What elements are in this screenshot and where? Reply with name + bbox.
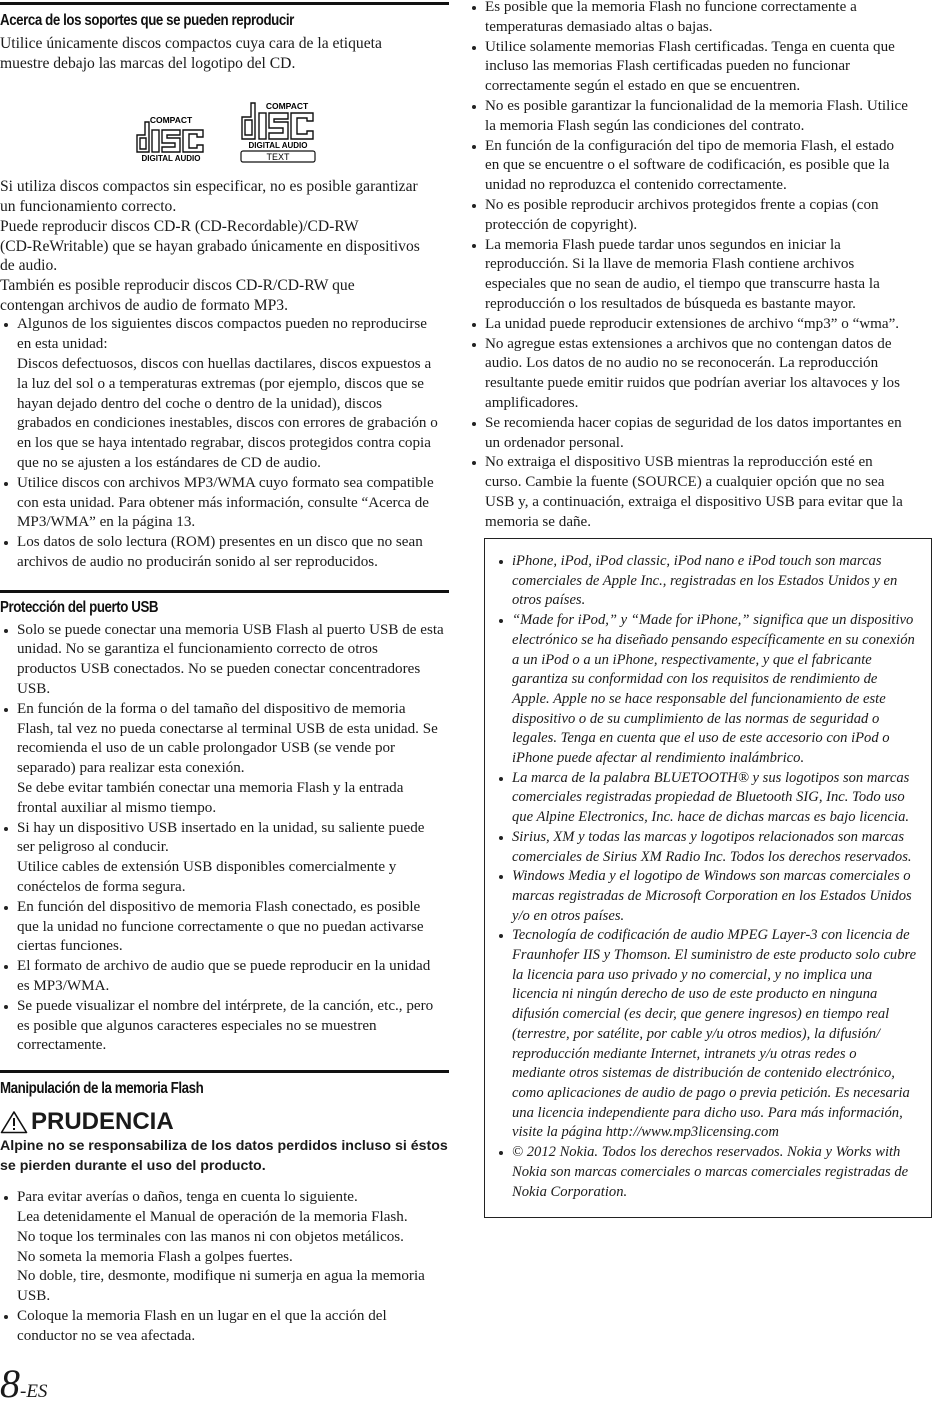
text-line: que no se ajusten a los estándares de CD de audio.	[17, 454, 321, 471]
text-line: Se recomienda hacer copias de seguridad de los datos importantes en	[485, 414, 902, 431]
text-line: que Alpine Electronics, Inc. hace de dichas marcas es bajo licencia.	[512, 809, 910, 826]
list-item	[468, 453, 932, 532]
text-line: El formato de archivo de audio que se puede reproducir en la unidad	[17, 958, 431, 975]
text-line: Si hay un dispositivo USB insertado en la unidad, su saliente puede	[17, 819, 425, 836]
text-line: en esta unidad:	[17, 336, 108, 353]
flash-notes-bullet-list	[468, 0, 932, 533]
text-line: reproducción o los resultados de búsqueda es bastante mayor.	[485, 295, 856, 312]
section-title-supported-media: Acerca de los soportes que se pueden reproducir	[0, 12, 294, 29]
text-line: Se debe evitar también conectar una memoria Flash y la entrada	[17, 780, 404, 797]
text-line: USB.	[17, 1288, 51, 1305]
text-line: Sirius, XM y todas las marcas y logotipos relacionados son marcas	[512, 828, 904, 845]
text-line: MP3/WMA” en la página 13.	[17, 514, 196, 531]
text-line: la licencia para uso privado y no comercial, y no implica una	[512, 966, 873, 983]
text-line: USB y, a continuación, extraiga el dispositivo USB para evitar que la	[485, 493, 903, 510]
text-line: No toque los terminales con las manos ni con objetos metálicos.	[17, 1228, 404, 1245]
text-line: Los datos de solo lectura (ROM) presentes en un disco que no sean	[17, 534, 423, 551]
list-item	[0, 533, 449, 573]
text-line: ciertas funciones.	[17, 938, 123, 955]
compact-disc-digital-audio-text-logo	[239, 101, 317, 163]
text-line: amplificadores.	[485, 394, 579, 411]
text-line: curso. Cambie la fuente (SOURCE) a cualquier opción que no sea	[485, 474, 885, 491]
list-item	[0, 957, 449, 997]
text-line: productos USB conectados. No se pueden conectar concentradores	[17, 661, 421, 678]
text-line: que la unidad no funcione correctamente o que no puedan activarse	[17, 918, 424, 935]
list-item	[468, 196, 932, 236]
text-line: Utilice cables de extensión USB disponibles comercialmente y	[17, 859, 397, 876]
text-line: incluso las memorias Flash certificadas pueden no funcionar	[485, 58, 851, 75]
text-line: es posible que algunos caracteres especiales no se muestren	[17, 1017, 377, 1034]
trademark-item	[495, 828, 925, 867]
list-item	[0, 898, 449, 957]
text-line: En función de la forma o del tamaño del dispositivo de memoria	[17, 700, 406, 717]
text-line: Nokia son marcas comerciales o marcas comerciales registradas de	[512, 1163, 909, 1180]
text-line: temperaturas demasiado altas o bajas.	[485, 18, 713, 35]
text-line: La unidad puede reproducir extensiones de archivo “mp3” o “wma”.	[485, 315, 900, 332]
text-line: iPhone puede afectar al rendimiento inalámbrico.	[512, 750, 805, 767]
text-line: conductor no se vea afectada.	[17, 1327, 196, 1344]
text-line: un ordenador personal.	[485, 434, 624, 451]
text-line: electrónico se ha diseñado pensando específicamente en su conexión	[512, 631, 915, 648]
text-line: conéctelos de forma segura.	[17, 879, 186, 896]
text-line: la luz del sol o a temperaturas extremas (por ejemplo, discos que se	[17, 375, 424, 392]
caution-text: Alpine no se responsabiliza de los datos perdidos incluso si éstos se pierden durante el uso del producto.	[0, 1138, 448, 1175]
text-line: reproducción mediante Internet, intranets y/u otras redes o	[512, 1045, 857, 1062]
text-line: archivos de audio no producirán sonido al ser reproducidos.	[17, 553, 378, 570]
text-line: comerciales registradas propiedad de Bluetooth SIG, Inc. Todo uso	[512, 789, 905, 806]
left-column	[0, 0, 449, 1347]
list-item	[0, 621, 449, 700]
caution-heading	[0, 1108, 449, 1136]
text-line: En función del dispositivo de memoria Flash conectado, es posible	[17, 898, 421, 915]
text-line: legales. Tenga en cuenta que el uso de este accesorio con iPod o	[512, 730, 890, 747]
text-line: garantiza su conformidad con los requisitos de rendimiento de	[512, 671, 878, 688]
trademarks-box	[484, 538, 932, 1218]
text-line: Para evitar averías o daños, tenga en cuenta lo siguiente.	[17, 1189, 358, 1206]
text-line: mediante otros sistemas de distribución de contenido electrónico,	[512, 1065, 895, 1082]
text-line: Utilice solamente memorias Flash certificadas. Tenga en cuenta que	[485, 38, 895, 55]
list-item	[468, 0, 932, 38]
text-line: La marca de la palabra BLUETOOTH® y sus logotipos son marcas	[512, 769, 910, 786]
cd-logos	[0, 95, 449, 163]
text-line: ser peligroso al conducir.	[17, 839, 169, 856]
text-line: Es posible que la memoria Flash no funcione correctamente a	[485, 0, 857, 15]
media-bullet-list	[0, 315, 449, 572]
section-title-flash-handling: Manipulación de la memoria Flash	[0, 1080, 204, 1098]
text-line: Se puede visualizar el nombre del intérprete, de la canción, etc., pero	[17, 997, 434, 1014]
text-line: Utilice discos con archivos MP3/WMA cuyo formato sea compatible	[17, 474, 434, 491]
text-line: licencia ni ningún derecho de uso de este producto en ninguna	[512, 986, 878, 1003]
text-line: No agregue estas extensiones a archivos que no contengan datos de	[485, 335, 892, 352]
compact-disc-digital-audio-logo	[133, 113, 209, 163]
text-line: comerciales de Apple Inc., registradas en los Estados Unidos y en	[512, 572, 898, 589]
text-line: especiales que no sean de audio, el tiempo que transcurre hasta la	[485, 276, 880, 293]
list-item	[0, 1307, 449, 1347]
text-line: Flash, tal vez no pueda conectarse al terminal USB de esta unidad. Se	[17, 720, 438, 737]
text-line: Tecnología de codificación de audio MPEG Layer-3 con licencia de	[512, 927, 910, 944]
text-line: resultante puede emitir ruidos que podrían averiar los altavoces y los	[485, 375, 900, 392]
trademark-item	[495, 1143, 925, 1202]
text-line: grabados en condiciones inestables, discos con errores de grabación o	[17, 415, 438, 432]
section-divider	[0, 590, 449, 593]
svg-text:COMPACT: COMPACT	[149, 115, 192, 126]
page-number: 8-ES	[0, 1361, 48, 1406]
list-item	[468, 38, 932, 97]
text-line: es MP3/WMA.	[17, 978, 110, 995]
text-line: frontal auxiliar al mismo tiempo.	[17, 799, 217, 816]
text-line: unidad no reproduzca el contenido correctamente.	[485, 177, 787, 194]
list-item	[468, 236, 932, 315]
list-item	[0, 1188, 449, 1307]
text-line: en los que se haya intentado regrabar, discos protegidos contra copia	[17, 435, 431, 452]
text-line: En función de la configuración del tipo de memoria Flash, el estado	[485, 137, 895, 154]
text-line: separado) para realizar esta conexión.	[17, 760, 245, 777]
list-item	[0, 474, 449, 533]
text-line: Discos defectuosos, discos con huellas dactilares, discos expuestos a	[17, 355, 432, 372]
list-item	[0, 997, 449, 1056]
flash-handling-bullet-list	[0, 1188, 449, 1346]
text-line: reproducción. Si la llave de memoria Flash contiene archivos	[485, 256, 855, 273]
intro-paragraph: Utilice únicamente discos compactos cuya cara de la etiqueta muestre debajo las marcas del logotipo del CD.	[0, 35, 382, 72]
svg-text:TEXT: TEXT	[265, 152, 290, 163]
list-item	[468, 414, 932, 454]
paragraph: Si utiliza discos compactos sin especificar, no es posible garantizar un funcionamiento correcto.	[0, 178, 418, 216]
list-item	[468, 137, 932, 196]
list-item	[468, 335, 932, 414]
text-line: Fraunhofer IIS y Thomson. El suministro de este producto solo cubre	[512, 947, 917, 964]
usb-bullet-list	[0, 621, 449, 1057]
section-title-usb-protection: Protección del puerto USB	[0, 598, 159, 616]
text-line: Lea detenidamente el Manual de operación de la memoria Flash.	[17, 1209, 408, 1226]
text-line: Windows Media y el logotipo de Windows son marcas comerciales o	[512, 868, 911, 885]
text-line: unidad. No se garantiza el funcionamiento correcto de otros	[17, 641, 378, 658]
text-line: a un iPod o a un iPhone, respectivamente, y que el fabricante	[512, 651, 872, 668]
list-item	[468, 315, 932, 335]
svg-text:DIGITAL AUDIO: DIGITAL AUDIO	[248, 141, 307, 151]
list-item	[0, 700, 449, 819]
text-line: correctamente.	[17, 1037, 107, 1054]
text-line: No extraiga el dispositivo USB mientras la reproducción esté en	[485, 454, 873, 471]
text-line: No doble, tire, desmonte, modifique ni sumerja en agua la memoria	[17, 1268, 425, 1285]
list-item	[468, 97, 932, 137]
text-line: en que se encuentre o el software de codificación, es posible que la	[485, 157, 890, 174]
list-item	[0, 315, 449, 473]
text-line: hayan dejado dentro del coche o dentro de la unidad), discos	[17, 395, 383, 412]
text-line: La memoria Flash puede tardar unos segundos en iniciar la	[485, 236, 841, 253]
list-item	[0, 819, 449, 898]
text-line: recomienda el uso de un cable prolongador USB (se vende por	[17, 740, 396, 757]
text-line: otros países.	[512, 592, 586, 609]
text-line: Apple. Apple no se hace responsable del funcionamiento de este	[512, 690, 886, 707]
text-line: una licencia independiente para dicho uso. Para más información,	[512, 1104, 903, 1121]
trademark-item	[495, 769, 925, 828]
right-column	[484, 0, 932, 533]
media-paragraphs	[0, 177, 449, 315]
text-line: dispositivo o de su cumplimiento de las normas de seguridad o	[512, 710, 880, 727]
caution-label: PRUDENCIA	[31, 1108, 174, 1136]
text-line: USB.	[17, 681, 51, 698]
text-line: No es posible garantizar la funcionalidad de la memoria Flash. Utilice	[485, 97, 908, 114]
text-line: la memoria Flash según las condiciones del contrato.	[485, 117, 805, 134]
text-line: visite la página http://www.mp3licensing.com	[512, 1124, 779, 1141]
text-line: memoria se dañe.	[485, 513, 592, 530]
text-line: y/o en otros países.	[512, 907, 625, 924]
svg-text:DIGITAL AUDIO: DIGITAL AUDIO	[141, 154, 200, 164]
text-line: Coloque la memoria Flash en un lugar en el que la acción del	[17, 1308, 387, 1324]
text-line: © 2012 Nokia. Todos los derechos reservados. Nokia y Works with	[512, 1144, 901, 1161]
paragraph: También es posible reproducir discos CD-R/CD-RW que contengan archivos de audio de formato MP3.	[0, 276, 355, 314]
text-line: No es posible reproducir archivos protegidos frente a copias (con	[485, 196, 879, 213]
text-line: iPhone, iPod, iPod classic, iPod nano e iPod touch son marcas	[512, 553, 882, 569]
trademark-item	[495, 552, 925, 611]
text-line: “Made for iPod,” y “Made for iPhone,” significa que un dispositivo	[512, 612, 914, 629]
text-line: No someta la memoria Flash a golpes fuertes.	[17, 1248, 293, 1265]
text-line: protección de copyright).	[485, 216, 638, 233]
trademark-item	[495, 611, 925, 769]
trademark-item	[495, 867, 925, 926]
trademarks-list	[485, 539, 931, 1202]
warning-triangle-icon	[0, 1110, 28, 1134]
paragraph: Puede reproducir discos CD-R (CD-Recordable)/CD-RW (CD-ReWritable) que se hayan grabado únicamente en dispositivos de audio.	[0, 217, 420, 275]
section-divider	[0, 2, 449, 5]
text-line: difusión comercial (es decir, que genere ingresos) en tiempo real	[512, 1006, 890, 1023]
svg-text:COMPACT: COMPACT	[265, 101, 308, 112]
trademark-item	[495, 926, 925, 1143]
section-divider	[0, 1070, 449, 1073]
text-line: audio. Los datos de no audio no se reconocerán. La reproducción	[485, 355, 879, 372]
text-line: correctamente según el estado en que se encuentren.	[485, 78, 801, 95]
text-line: como aplicaciones de audio de pago o previa petición. Es necesaria	[512, 1084, 910, 1101]
text-line: (terrestre, por satélite, por cable y/u otros medios), la difusión/	[512, 1025, 881, 1042]
text-line: Algunos de los siguientes discos compactos pueden no reproducirse	[17, 316, 427, 333]
text-line: Nokia Corporation.	[512, 1183, 628, 1200]
text-line: con esta unidad. Para obtener más información, consulte “Acerca de	[17, 494, 429, 511]
text-line: Solo se puede conectar una memoria USB Flash al puerto USB de esta	[17, 621, 444, 638]
text-line: marcas registradas de Microsoft Corporation en los Estados Unidos	[512, 887, 912, 904]
text-line: comerciales de Sirius XM Radio Inc. Todos los derechos reservados.	[512, 848, 912, 865]
